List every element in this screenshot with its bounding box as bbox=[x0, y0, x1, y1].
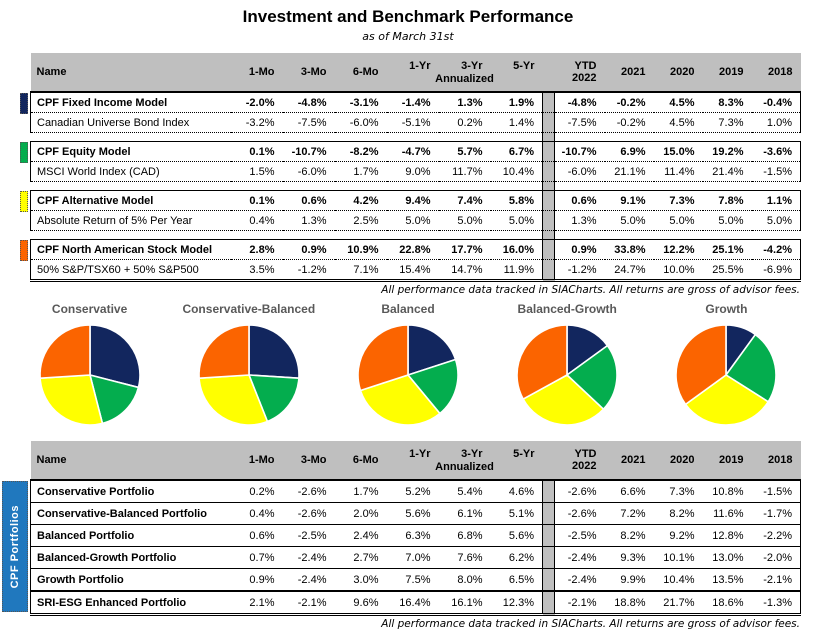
col-header-5yr: 5-Yr bbox=[513, 447, 535, 460]
gray-separator bbox=[543, 113, 555, 133]
perf-value: 11.7% bbox=[439, 162, 491, 182]
perf-value: 1.1% bbox=[752, 191, 801, 211]
perf-value: 5.1% bbox=[491, 503, 543, 525]
gray-separator bbox=[543, 92, 555, 113]
perf-value: -1.3% bbox=[752, 591, 801, 615]
perf-value: 12.3% bbox=[491, 591, 543, 615]
perf-value: -0.2% bbox=[605, 113, 654, 133]
perf-value: 7.3% bbox=[654, 480, 703, 503]
perf-value: 9.3% bbox=[605, 547, 654, 569]
perf-value: -2.4% bbox=[283, 569, 335, 592]
perf-value: 10.9% bbox=[335, 240, 387, 260]
perf-value: 10.8% bbox=[703, 480, 752, 503]
perf-value: 21.4% bbox=[703, 162, 752, 182]
perf-value: 1.4% bbox=[491, 113, 543, 133]
perf-value: 0.6% bbox=[231, 525, 283, 547]
gray-separator bbox=[543, 591, 555, 615]
perf-value: 6.7% bbox=[491, 142, 543, 162]
perf-value: -2.6% bbox=[555, 503, 605, 525]
perf-value: 1.3% bbox=[555, 211, 605, 231]
perf-value: 7.6% bbox=[439, 547, 491, 569]
perf-value: -3.6% bbox=[752, 142, 801, 162]
perf-value: 0.2% bbox=[231, 480, 283, 503]
perf-value: 16.4% bbox=[387, 591, 439, 615]
table-row bbox=[31, 569, 801, 592]
perf-value: 1.7% bbox=[335, 480, 387, 503]
perf-value: 1.3% bbox=[439, 92, 491, 113]
models-table-section bbox=[30, 53, 800, 296]
perf-value: -7.5% bbox=[283, 113, 335, 133]
perf-value: 33.8% bbox=[605, 240, 654, 260]
perf-value: -2.0% bbox=[752, 547, 801, 569]
pie-title: Conservative bbox=[51, 302, 128, 316]
perf-value: 9.2% bbox=[654, 525, 703, 547]
gray-separator bbox=[543, 231, 555, 240]
perf-value: 5.7% bbox=[439, 142, 491, 162]
table-row bbox=[31, 480, 801, 503]
perf-value: 9.6% bbox=[335, 591, 387, 615]
perf-value: -2.1% bbox=[752, 569, 801, 592]
perf-value: -2.5% bbox=[283, 525, 335, 547]
table-row bbox=[31, 162, 801, 182]
perf-value: 22.8% bbox=[387, 240, 439, 260]
perf-value: 7.0% bbox=[387, 547, 439, 569]
col-separator bbox=[543, 53, 555, 92]
perf-value: 9.0% bbox=[387, 162, 439, 182]
perf-value: 8.2% bbox=[654, 503, 703, 525]
perf-value: 7.3% bbox=[654, 191, 703, 211]
perf-value: -6.0% bbox=[283, 162, 335, 182]
perf-value: -2.5% bbox=[555, 525, 605, 547]
perf-value: 2.8% bbox=[231, 240, 283, 260]
perf-value: 2.5% bbox=[335, 211, 387, 231]
group-spacer bbox=[31, 182, 801, 191]
perf-value: 11.4% bbox=[654, 162, 703, 182]
perf-value: -7.5% bbox=[555, 113, 605, 133]
perf-value: 9.1% bbox=[605, 191, 654, 211]
perf-value: -2.4% bbox=[283, 547, 335, 569]
perf-value: 6.1% bbox=[439, 503, 491, 525]
models-table bbox=[30, 53, 801, 282]
color-swatch-na-stock bbox=[20, 240, 28, 261]
gray-separator bbox=[543, 569, 555, 592]
perf-value: -10.7% bbox=[283, 142, 335, 162]
perf-value: 15.0% bbox=[654, 142, 703, 162]
perf-value: 1.3% bbox=[283, 211, 335, 231]
col-header-ytd2022: YTD 2022 bbox=[555, 53, 605, 92]
cpf-portfolios-banner bbox=[2, 481, 28, 612]
col-header-5yr: 5-Yr bbox=[513, 59, 535, 72]
perf-value: 6.6% bbox=[605, 480, 654, 503]
table-row bbox=[31, 142, 801, 162]
col-header-3mo: 3-Mo bbox=[283, 441, 335, 480]
table-row bbox=[31, 525, 801, 547]
perf-value: 0.6% bbox=[283, 191, 335, 211]
perf-value: 7.4% bbox=[439, 191, 491, 211]
annualized-label: Annualized bbox=[435, 460, 494, 473]
perf-value: 11.9% bbox=[491, 260, 543, 281]
perf-value: 3.0% bbox=[335, 569, 387, 592]
perf-value: -5.1% bbox=[387, 113, 439, 133]
row-name: Conservative Portfolio bbox=[31, 480, 231, 503]
page-title: Investment and Benchmark Performance bbox=[242, 7, 574, 26]
row-name: Growth Portfolio bbox=[31, 569, 231, 592]
col-header-2021: 2021 bbox=[605, 53, 654, 92]
pie-conservative-balanced bbox=[196, 322, 302, 428]
table-row bbox=[31, 503, 801, 525]
perf-value: 19.2% bbox=[703, 142, 752, 162]
perf-value: 0.1% bbox=[231, 191, 283, 211]
perf-value: 13.5% bbox=[703, 569, 752, 592]
col-header-1yr: 1-Yr bbox=[409, 59, 431, 72]
row-name: SRI-ESG Enhanced Portfolio bbox=[31, 591, 231, 615]
perf-value: 7.8% bbox=[703, 191, 752, 211]
col-header-1mo: 1-Mo bbox=[231, 53, 283, 92]
col-header-name: Name bbox=[31, 441, 231, 480]
gray-separator bbox=[543, 162, 555, 182]
perf-value: 0.6% bbox=[555, 191, 605, 211]
perf-value: -4.8% bbox=[555, 92, 605, 113]
perf-value: 8.3% bbox=[703, 92, 752, 113]
perf-value: -2.1% bbox=[555, 591, 605, 615]
row-name: Conservative-Balanced Portfolio bbox=[31, 503, 231, 525]
portfolios-table-header-row bbox=[31, 441, 801, 480]
col-header-name: Name bbox=[31, 53, 231, 92]
perf-value: 0.9% bbox=[283, 240, 335, 260]
portfolios-table bbox=[30, 441, 801, 616]
perf-value: 4.5% bbox=[654, 92, 703, 113]
perf-value: 1.5% bbox=[231, 162, 283, 182]
pie-title: Balanced-Growth bbox=[517, 302, 617, 316]
col-header-2019: 2019 bbox=[703, 441, 752, 480]
portfolios-table-section bbox=[9, 441, 800, 630]
perf-value: -6.9% bbox=[752, 260, 801, 281]
perf-value: -2.6% bbox=[283, 480, 335, 503]
perf-value: -2.6% bbox=[555, 480, 605, 503]
perf-value: 4.5% bbox=[654, 113, 703, 133]
gray-separator bbox=[543, 503, 555, 525]
row-name: 50% S&P/TSX60 + 50% S&P500 bbox=[31, 260, 231, 281]
pie-balanced-growth bbox=[514, 322, 620, 428]
col-header-2020: 2020 bbox=[654, 441, 703, 480]
perf-value: 17.7% bbox=[439, 240, 491, 260]
perf-value: 0.9% bbox=[231, 569, 283, 592]
perf-value: 0.9% bbox=[555, 240, 605, 260]
perf-value: -2.1% bbox=[283, 591, 335, 615]
row-name: CPF Fixed Income Model bbox=[31, 92, 231, 113]
table-row bbox=[31, 211, 801, 231]
perf-value: 9.4% bbox=[387, 191, 439, 211]
row-name: Absolute Return of 5% Per Year bbox=[31, 211, 231, 231]
col-header-2018: 2018 bbox=[752, 441, 801, 480]
perf-value: -1.2% bbox=[555, 260, 605, 281]
row-name: CPF North American Stock Model bbox=[31, 240, 231, 260]
perf-value: 4.2% bbox=[335, 191, 387, 211]
perf-value: 2.0% bbox=[335, 503, 387, 525]
col-header-3mo: 3-Mo bbox=[283, 53, 335, 92]
col-header-6mo: 6-Mo bbox=[335, 441, 387, 480]
perf-value: 0.7% bbox=[231, 547, 283, 569]
perf-value: -10.7% bbox=[555, 142, 605, 162]
table-row bbox=[31, 92, 801, 113]
perf-value: -6.0% bbox=[555, 162, 605, 182]
color-swatch-equity bbox=[20, 142, 28, 163]
perf-value: 10.4% bbox=[654, 569, 703, 592]
group-spacer bbox=[31, 231, 801, 240]
table-row bbox=[31, 113, 801, 133]
col-separator bbox=[543, 441, 555, 480]
perf-value: -1.5% bbox=[752, 480, 801, 503]
gray-separator bbox=[543, 480, 555, 503]
col-header-2018: 2018 bbox=[752, 53, 801, 92]
perf-value: 1.9% bbox=[491, 92, 543, 113]
perf-value: 16.1% bbox=[439, 591, 491, 615]
pie-block-conservative bbox=[10, 302, 169, 433]
perf-value: 18.6% bbox=[703, 591, 752, 615]
perf-value: 2.7% bbox=[335, 547, 387, 569]
perf-value: -1.4% bbox=[387, 92, 439, 113]
perf-value: 9.9% bbox=[605, 569, 654, 592]
perf-value: -1.7% bbox=[752, 503, 801, 525]
perf-value: 11.6% bbox=[703, 503, 752, 525]
col-header-3yr: 3-Yr bbox=[461, 447, 483, 460]
perf-value: -4.8% bbox=[283, 92, 335, 113]
perf-value: 10.0% bbox=[654, 260, 703, 281]
col-header-2021: 2021 bbox=[605, 441, 654, 480]
footnote: All performance data tracked in SIACharts. All returns are gross of advisor fees. bbox=[381, 284, 800, 296]
table-row bbox=[31, 591, 801, 615]
col-header-6mo: 6-Mo bbox=[335, 53, 387, 92]
color-swatch-alternative bbox=[20, 191, 28, 212]
perf-value: 5.4% bbox=[439, 480, 491, 503]
gray-separator bbox=[543, 547, 555, 569]
pie-block-balanced-growth bbox=[488, 302, 647, 433]
perf-value: 10.4% bbox=[491, 162, 543, 182]
perf-value: 5.6% bbox=[491, 525, 543, 547]
pie-conservative bbox=[37, 322, 143, 428]
perf-value: 7.2% bbox=[605, 503, 654, 525]
perf-value: 1.7% bbox=[335, 162, 387, 182]
row-name: CPF Alternative Model bbox=[31, 191, 231, 211]
perf-value: -4.2% bbox=[752, 240, 801, 260]
perf-value: 25.5% bbox=[703, 260, 752, 281]
perf-value: -2.4% bbox=[555, 569, 605, 592]
pie-title: Balanced bbox=[381, 302, 435, 316]
perf-value: -0.4% bbox=[752, 92, 801, 113]
perf-value: 1.0% bbox=[752, 113, 801, 133]
perf-value: 0.2% bbox=[439, 113, 491, 133]
perf-value: 16.0% bbox=[491, 240, 543, 260]
row-name: CPF Equity Model bbox=[31, 142, 231, 162]
col-header-2020: 2020 bbox=[654, 53, 703, 92]
col-header-1mo: 1-Mo bbox=[231, 441, 283, 480]
col-header-ytd2022: YTD 2022 bbox=[555, 441, 605, 480]
pie-slice bbox=[40, 325, 90, 378]
perf-value: 24.7% bbox=[605, 260, 654, 281]
perf-value: -3.2% bbox=[231, 113, 283, 133]
perf-value: -6.0% bbox=[335, 113, 387, 133]
perf-value: -8.2% bbox=[335, 142, 387, 162]
pie-block-conservative-balanced bbox=[169, 302, 328, 433]
perf-value: -1.2% bbox=[283, 260, 335, 281]
perf-value: -0.2% bbox=[605, 92, 654, 113]
perf-value: 0.4% bbox=[231, 211, 283, 231]
table-row bbox=[31, 260, 801, 281]
perf-value: 5.6% bbox=[387, 503, 439, 525]
perf-value: 5.0% bbox=[439, 211, 491, 231]
group-spacer bbox=[31, 133, 801, 142]
perf-value: 4.6% bbox=[491, 480, 543, 503]
gray-separator bbox=[543, 525, 555, 547]
pie-title: Growth bbox=[705, 302, 748, 316]
perf-value: 5.0% bbox=[387, 211, 439, 231]
perf-value: 7.1% bbox=[335, 260, 387, 281]
col-header-annualized-group bbox=[387, 53, 543, 92]
perf-value: -4.7% bbox=[387, 142, 439, 162]
banner-label: CPF Portfolios bbox=[9, 504, 21, 589]
perf-value: 21.7% bbox=[654, 591, 703, 615]
col-header-2019: 2019 bbox=[703, 53, 752, 92]
perf-value: 6.5% bbox=[491, 569, 543, 592]
gray-separator bbox=[543, 142, 555, 162]
table-row bbox=[31, 240, 801, 260]
perf-value: 5.8% bbox=[491, 191, 543, 211]
gray-separator bbox=[543, 182, 555, 191]
perf-value: 25.1% bbox=[703, 240, 752, 260]
pie-title: Conservative-Balanced bbox=[182, 302, 316, 316]
col-header-1yr: 1-Yr bbox=[409, 447, 431, 460]
perf-value: 15.4% bbox=[387, 260, 439, 281]
perf-value: 14.7% bbox=[439, 260, 491, 281]
perf-value: 5.0% bbox=[654, 211, 703, 231]
pie-growth bbox=[673, 322, 779, 428]
pie-block-growth bbox=[647, 302, 806, 433]
footnote: All performance data tracked in SIACharts. All returns are gross of advisor fees. bbox=[381, 618, 800, 630]
gray-separator bbox=[543, 191, 555, 211]
perf-value: 8.2% bbox=[605, 525, 654, 547]
pie-charts-row bbox=[10, 302, 806, 433]
gray-separator bbox=[543, 260, 555, 281]
perf-value: 3.5% bbox=[231, 260, 283, 281]
models-table-header-row bbox=[31, 53, 801, 92]
perf-value: -2.4% bbox=[555, 547, 605, 569]
perf-value: 7.5% bbox=[387, 569, 439, 592]
perf-value: -2.2% bbox=[752, 525, 801, 547]
pie-slice bbox=[199, 325, 249, 378]
perf-value: 12.8% bbox=[703, 525, 752, 547]
row-name: Canadian Universe Bond Index bbox=[31, 113, 231, 133]
gray-separator bbox=[543, 211, 555, 231]
table-row bbox=[31, 191, 801, 211]
gray-separator bbox=[543, 133, 555, 142]
perf-value: 0.4% bbox=[231, 503, 283, 525]
annualized-label: Annualized bbox=[435, 72, 494, 85]
perf-value: 6.3% bbox=[387, 525, 439, 547]
perf-value: -3.1% bbox=[335, 92, 387, 113]
perf-value: 8.0% bbox=[439, 569, 491, 592]
perf-value: 21.1% bbox=[605, 162, 654, 182]
perf-value: -1.5% bbox=[752, 162, 801, 182]
pie-slice bbox=[249, 325, 299, 378]
gray-separator bbox=[543, 240, 555, 260]
perf-value: 0.1% bbox=[231, 142, 283, 162]
perf-value: 18.8% bbox=[605, 591, 654, 615]
perf-value: 6.9% bbox=[605, 142, 654, 162]
perf-value: 6.2% bbox=[491, 547, 543, 569]
row-name: Balanced-Growth Portfolio bbox=[31, 547, 231, 569]
perf-value: 2.1% bbox=[231, 591, 283, 615]
perf-value: -2.0% bbox=[231, 92, 283, 113]
row-name: Balanced Portfolio bbox=[31, 525, 231, 547]
perf-value: 13.0% bbox=[703, 547, 752, 569]
col-header-3yr: 3-Yr bbox=[461, 59, 483, 72]
perf-value: 5.2% bbox=[387, 480, 439, 503]
pie-block-balanced bbox=[328, 302, 487, 433]
perf-value: 2.4% bbox=[335, 525, 387, 547]
perf-value: 6.8% bbox=[439, 525, 491, 547]
perf-value: 5.0% bbox=[605, 211, 654, 231]
pie-balanced bbox=[355, 322, 461, 428]
page-subtitle: as of March 31st bbox=[362, 30, 454, 43]
perf-value: 5.0% bbox=[752, 211, 801, 231]
perf-value: 10.1% bbox=[654, 547, 703, 569]
perf-value: -2.6% bbox=[283, 503, 335, 525]
perf-value: 5.0% bbox=[703, 211, 752, 231]
table-row bbox=[31, 547, 801, 569]
perf-value: 5.0% bbox=[491, 211, 543, 231]
color-swatch-fixed-income bbox=[20, 93, 28, 114]
perf-value: 12.2% bbox=[654, 240, 703, 260]
row-name: MSCI World Index (CAD) bbox=[31, 162, 231, 182]
col-header-annualized-group bbox=[387, 441, 543, 480]
perf-value: 7.3% bbox=[703, 113, 752, 133]
